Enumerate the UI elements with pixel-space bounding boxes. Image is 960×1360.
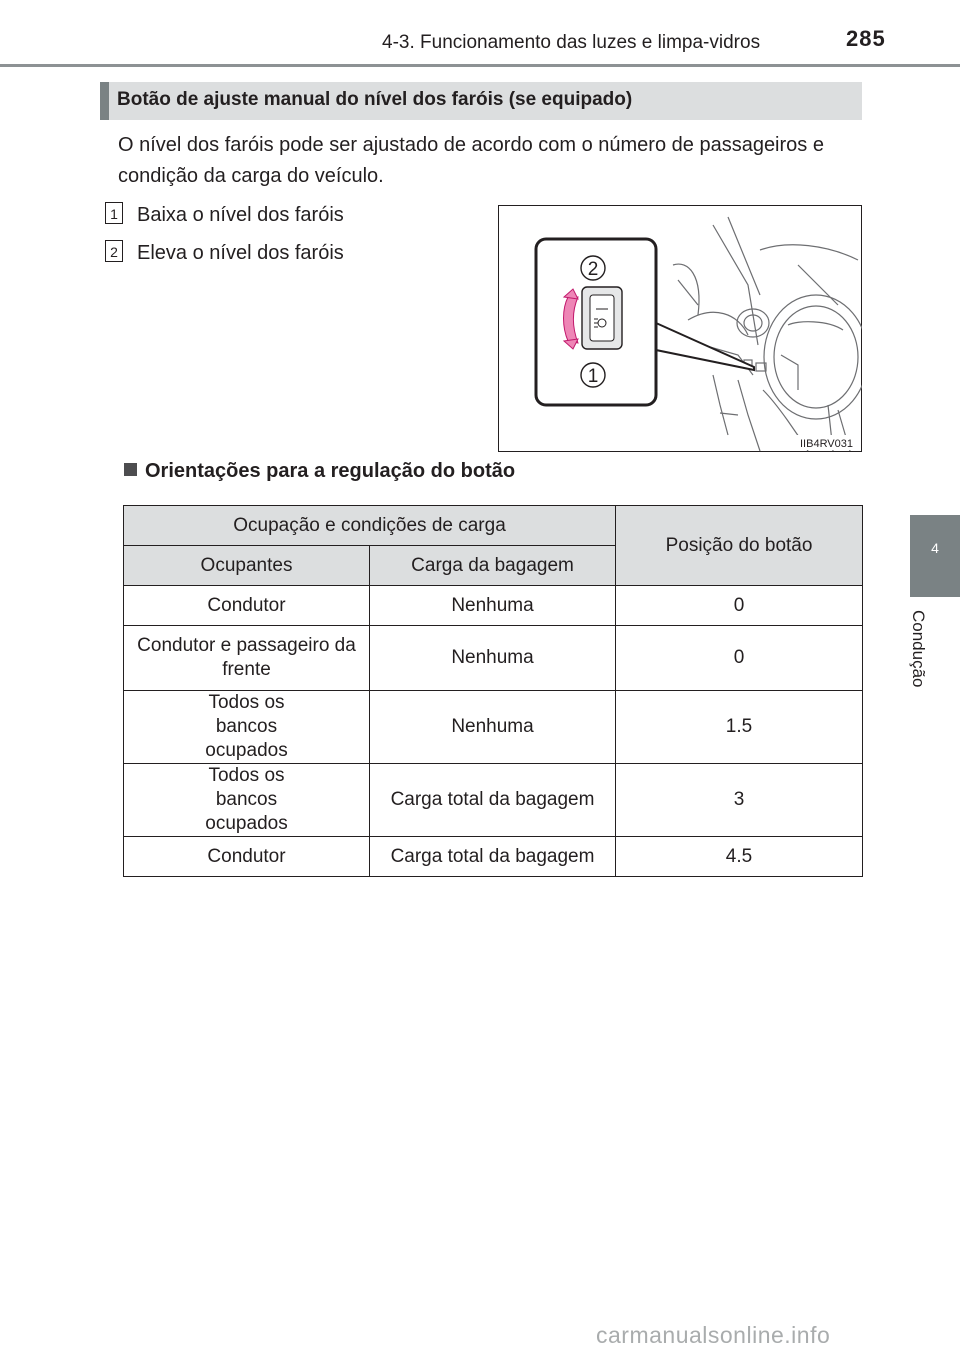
cell-position: 3 — [616, 764, 863, 837]
table-row — [124, 764, 863, 837]
header-occupants: Ocupantes — [124, 546, 370, 586]
table-row — [124, 837, 863, 877]
figure-code: IIB4RV031 — [800, 438, 854, 450]
header-rule — [0, 64, 960, 67]
cell-occupants: Condutor e passageiro da frente — [124, 626, 370, 691]
watermark: carmanualsonline.info — [596, 1322, 831, 1348]
chapter-tab-number: 4 — [931, 540, 939, 556]
cell-cargo: Nenhuma — [370, 586, 616, 626]
intro-paragraph: O nível dos faróis pode ser ajustado de acordo com o número de passageiros e condição da carga do veículo. — [118, 134, 824, 187]
step-badge-1: 1 — [105, 202, 123, 224]
step-text-2: Eleva o nível dos faróis — [137, 242, 344, 264]
step-text-1: Baixa o nível dos faróis — [137, 204, 344, 226]
step-badge-2: 2 — [105, 240, 123, 262]
cell-occupants: Condutor — [124, 586, 370, 626]
table-header-row — [124, 506, 863, 546]
table-row — [124, 691, 863, 764]
callout-number-1 — [581, 363, 605, 387]
section-bar — [100, 82, 862, 120]
chapter-label — [908, 610, 938, 720]
step-2 — [105, 240, 344, 265]
header-switch-position: Posição do botão — [616, 506, 863, 586]
header-title: 4-3. Funcionamento das luzes e limpa-vidros — [382, 32, 761, 53]
section-title: Botão de ajuste manual do nível dos faróis (se equipado) — [117, 89, 633, 110]
cell-position: 0 — [616, 586, 863, 626]
callout-number-2 — [581, 256, 605, 280]
cell-cargo: Carga total da bagagem — [370, 764, 616, 837]
chapter-tab[interactable] — [910, 515, 960, 597]
step-1 — [105, 202, 344, 227]
cell-position: 1.5 — [616, 691, 863, 764]
header-occupancy-conditions: Ocupação e condições de carga — [124, 506, 616, 546]
chapter-label-text: Condução — [909, 610, 928, 688]
cell-position: 0 — [616, 626, 863, 691]
section-accent — [100, 82, 109, 120]
guide-subheading — [124, 460, 515, 483]
page-number: 285 — [846, 26, 886, 51]
leveling-guide-table — [123, 505, 863, 877]
cell-cargo: Nenhuma — [370, 626, 616, 691]
table-row — [124, 586, 863, 626]
svg-text:2: 2 — [587, 259, 599, 280]
cell-position: 4.5 — [616, 837, 863, 877]
header-cargo: Carga da bagagem — [370, 546, 616, 586]
svg-text:1: 1 — [587, 366, 599, 387]
leveling-dial — [564, 287, 623, 349]
guide-subheading-text: Orientações para a regulação do botão — [145, 460, 516, 482]
cell-cargo: Nenhuma — [370, 691, 616, 764]
cell-occupants: Condutor — [124, 837, 370, 877]
bullet-square-icon — [124, 463, 137, 476]
cell-occupants: Todos os bancos ocupados — [124, 691, 370, 764]
table-row — [124, 626, 863, 691]
cell-occupants: Todos os bancos ocupados — [124, 764, 370, 837]
headlight-switch-illustration — [498, 205, 862, 452]
cell-cargo: Carga total da bagagem — [370, 837, 616, 877]
